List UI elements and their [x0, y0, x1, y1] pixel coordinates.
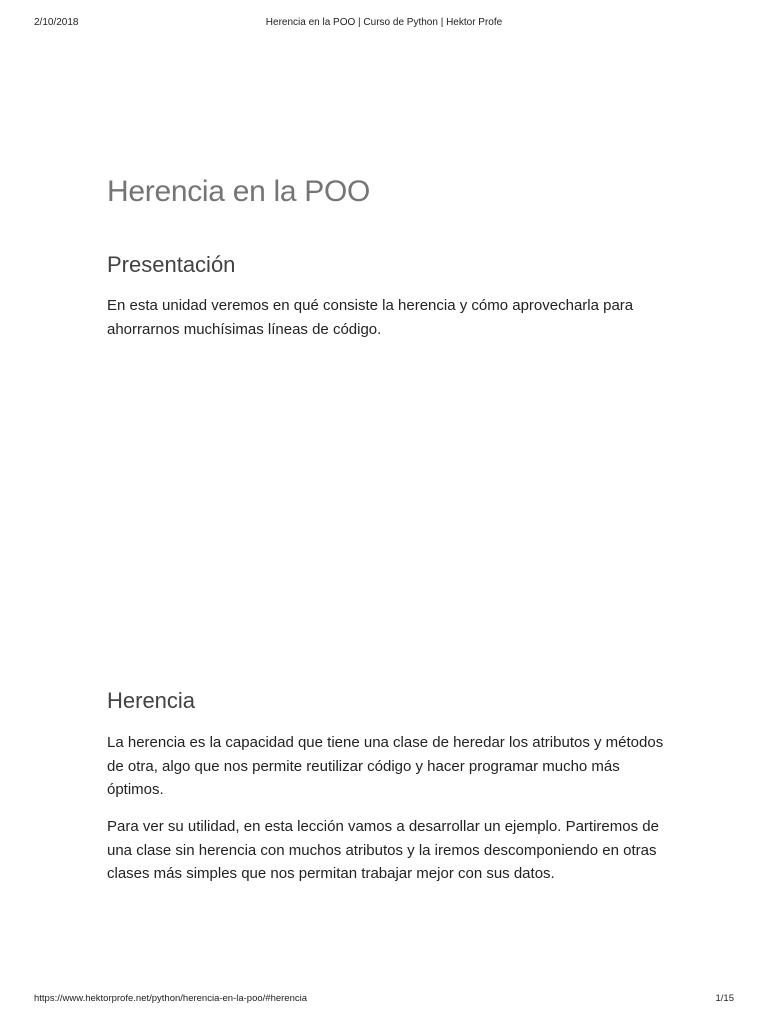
section-paragraph: La herencia es la capacidad que tiene una clase de heredar los atributos y métodos de otra, algo que nos permite reutilizar código y hacer programar mucho más óptimos.: [107, 734, 664, 798]
document-title: Herencia en la POO: [107, 175, 371, 208]
page-number: 1/15: [715, 993, 734, 1004]
print-page-title: Herencia en la POO | Curso de Python | Hektor Profe: [265, 17, 503, 28]
section-paragraph: Para ver su utilidad, en esta lección vamos a desarrollar un ejemplo. Partiremos de una clase sin herencia con muchos atributos y la iremos descomponiendo en otras clases más simples que nos permitan trabajar mejor con sus datos.: [107, 818, 659, 882]
section-paragraph: En esta unidad veremos en qué consiste la herencia y cómo aprovecharla para ahorrarnos muchísimas líneas de código.: [107, 297, 634, 338]
print-url: https://www.hektorprofe.net/python/herencia-en-la-poo/#herencia: [34, 993, 308, 1004]
section-heading-herencia: Herencia: [107, 688, 196, 713]
print-header: [0, 17, 768, 31]
print-footer: [0, 993, 768, 1007]
print-date: 2/10/2018: [34, 17, 79, 28]
section-heading-presentacion: Presentación: [107, 252, 236, 277]
